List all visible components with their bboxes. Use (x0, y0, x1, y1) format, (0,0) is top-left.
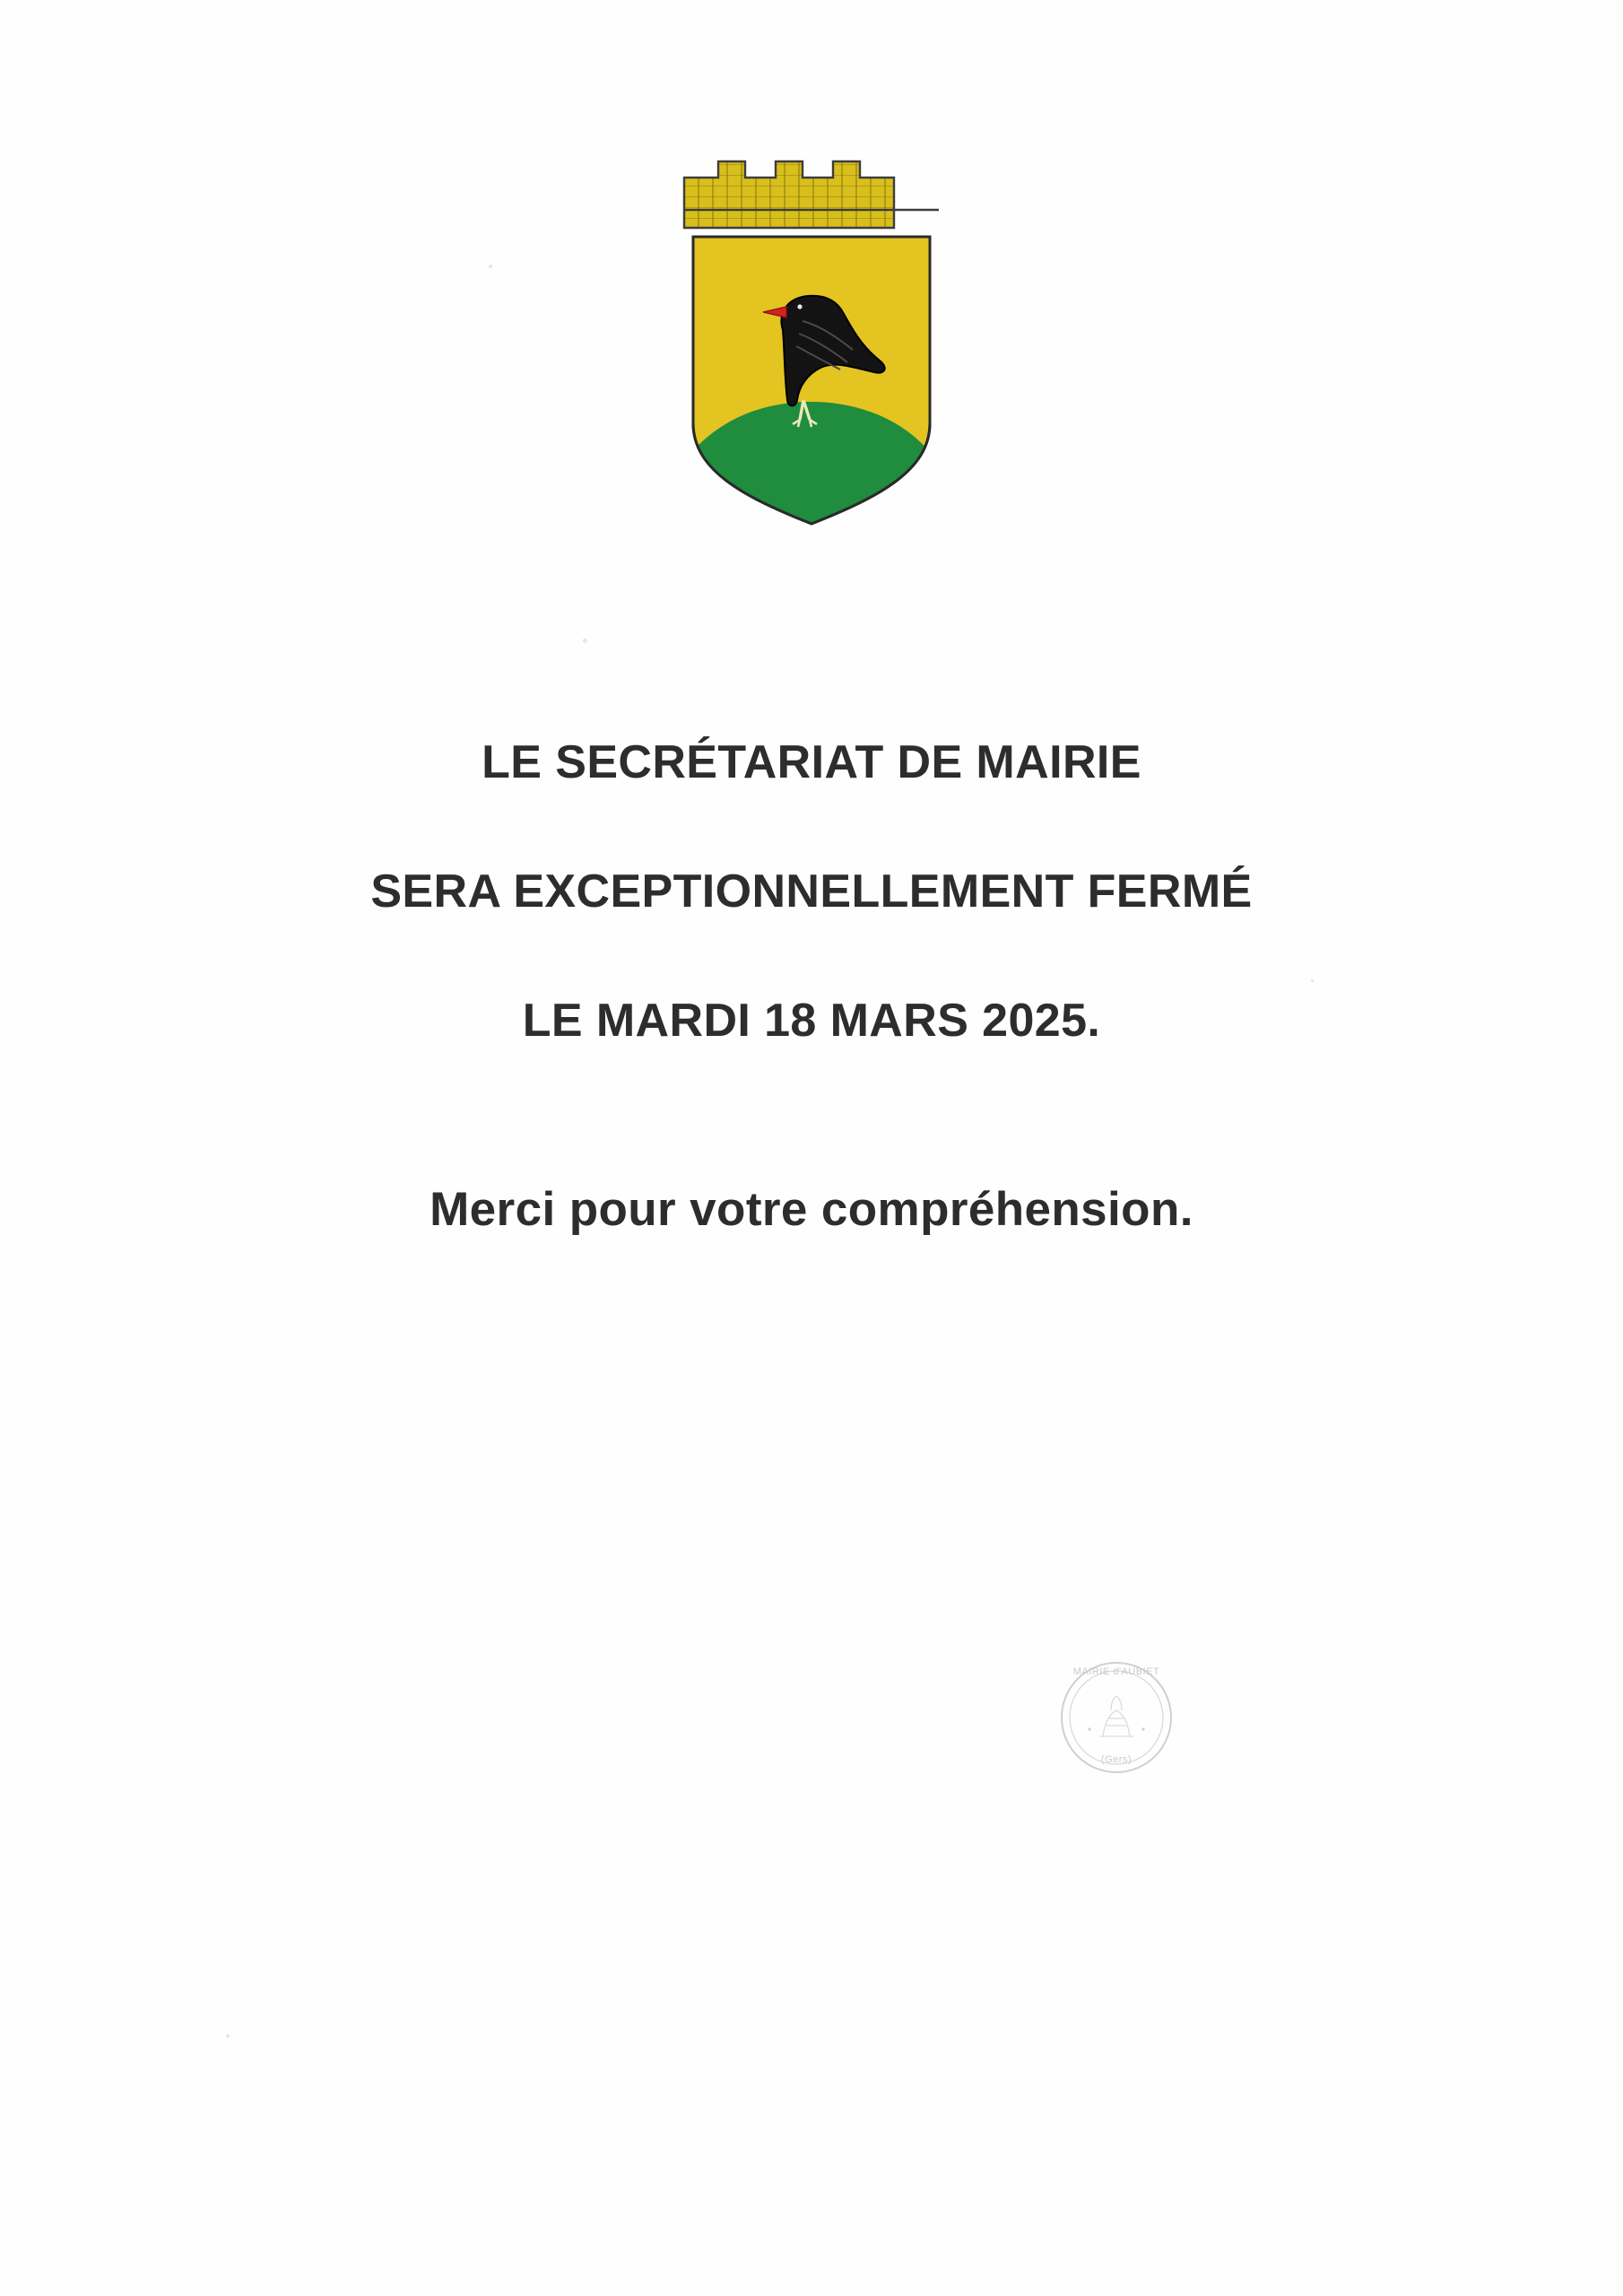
mural-crown-icon (684, 161, 939, 228)
scan-speck (583, 639, 587, 643)
notice-line-4: Merci pour votre compréhension. (430, 1183, 1193, 1236)
notice-line-3: LE MARDI 18 MARS 2025. (522, 995, 1101, 1047)
coat-of-arms (677, 154, 946, 531)
notice-text-block (0, 735, 1623, 1237)
stamp-bottom-text: (Gers) (1100, 1754, 1133, 1765)
scan-speck (226, 2034, 230, 2038)
shield-body (693, 237, 930, 531)
stamp-top-text: MAIRIE d'AUBIET (1072, 1666, 1160, 1677)
scan-speck (489, 265, 492, 268)
notice-line-1: LE SECRÉTARIAT DE MAIRIE (482, 736, 1141, 788)
notice-line-2: SERA EXCEPTIONNELLEMENT FERMÉ (370, 865, 1253, 918)
mairie-stamp (1049, 1650, 1184, 1785)
